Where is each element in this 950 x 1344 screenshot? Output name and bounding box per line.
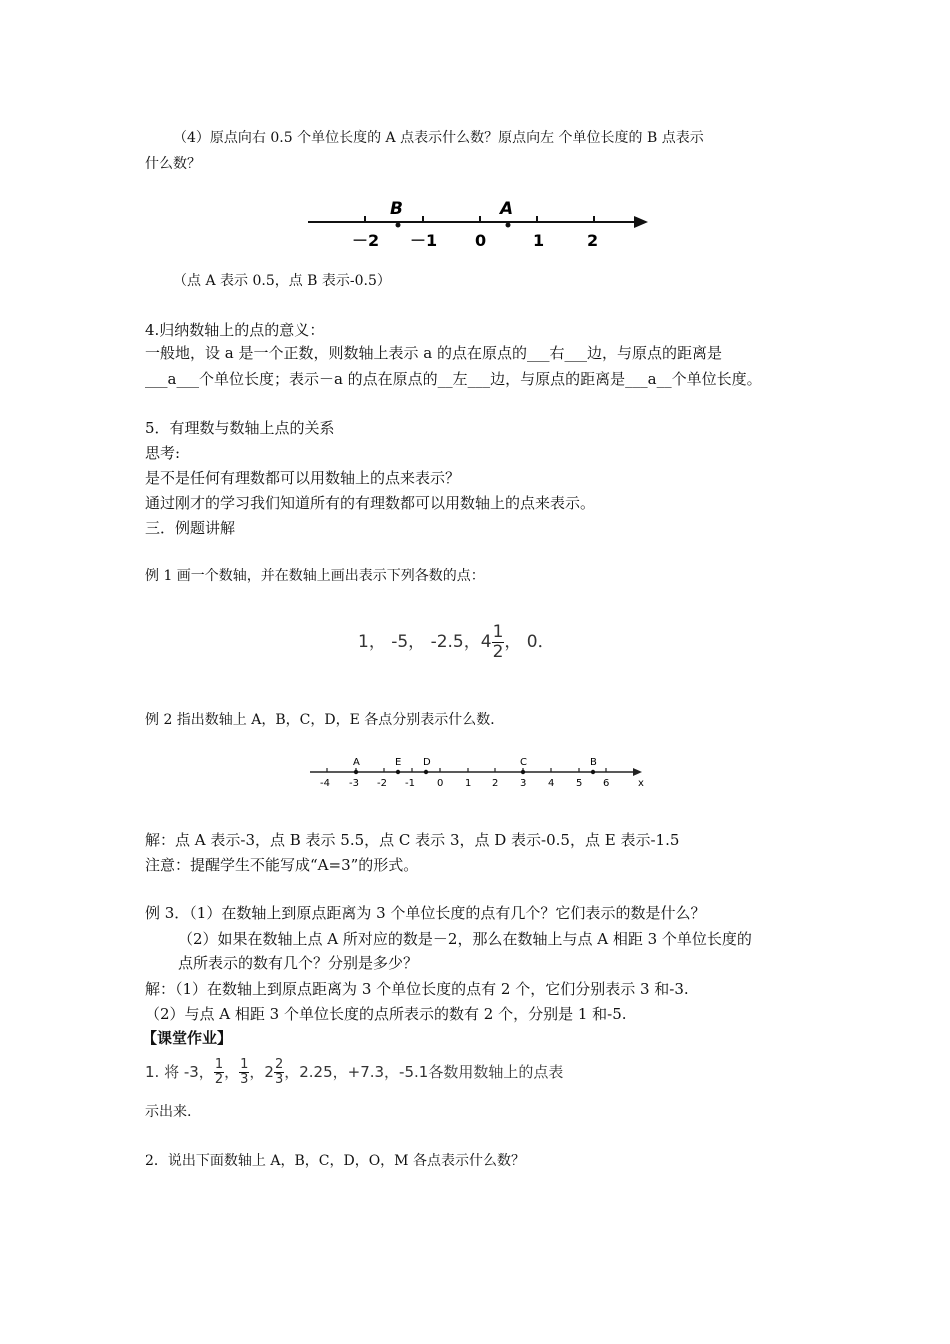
tick-label: -1 <box>405 778 415 789</box>
label-a: A <box>353 757 360 768</box>
tick-label: -3 <box>349 778 359 789</box>
ex2-solution: 解：点 A 表示-3，点 B 表示 5.5，点 C 表示 3，点 D 表示-0.5，点 E 表示-1.5 <box>145 831 680 849</box>
point-a <box>506 223 511 228</box>
arrow-icon <box>633 768 642 776</box>
tick-label: 1 <box>533 231 545 250</box>
label-c: C <box>520 757 527 768</box>
s4-line1: 一般地，设 a 是一个正数，则数轴上表示 a 的点在原点的___右___边，与原点的距离是 <box>145 344 722 362</box>
label-b: B <box>590 757 597 768</box>
ex3-q2b: 点所表示的数有几个？分别是多少？ <box>178 954 419 972</box>
axis-label-x: x <box>638 778 644 789</box>
number-line-2 <box>305 755 655 795</box>
ex3-sol2: （2）与点 A 相距 3 个单位长度的点所表示的数有 2 个，分别是 1 和-5. <box>145 1005 627 1023</box>
s5-title: 5．有理数与数轴上点的关系 <box>145 419 335 437</box>
point-b <box>591 770 595 774</box>
ex1-numbers <box>358 622 555 662</box>
hw1-frac-1: $\frac{1}{2}$ <box>214 1056 224 1087</box>
tick-label: 2 <box>587 231 599 250</box>
label-b: B <box>390 199 403 219</box>
hw1-continuation: 示出来. <box>145 1104 192 1120</box>
tick-label: －2 <box>352 231 380 250</box>
tick-label: 5 <box>576 778 583 789</box>
tick-label: 6 <box>603 778 610 789</box>
q4-answer: （点 A 表示 0.5，点 B 表示-0.5） <box>173 273 391 289</box>
hw2-text: 2．说出下面数轴上 A，B，C，D，O，M 各点表示什么数？ <box>145 1153 525 1169</box>
s5-answer: 通过刚才的学习我们知道所有的有理数都可以用数轴上的点来表示。 <box>145 494 596 512</box>
ex3-q1: 例 3．（1）在数轴上到原点距离为 3 个单位长度的点有几个？它们表示的数是什么？ <box>145 904 706 922</box>
ex2-note: 注意：提醒学生不能写成“A=3”的形式。 <box>145 856 419 874</box>
hw1-frac-3: $\frac{2}{3}$ <box>274 1056 284 1087</box>
s4-title: 4.归纳数轴上的点的意义： <box>145 321 325 339</box>
arrow-icon <box>634 216 648 228</box>
number-line-1 <box>300 190 660 255</box>
tick-label: 2 <box>492 778 499 789</box>
point-a <box>354 770 358 774</box>
hw1-line: 1. 将 -3， $\frac{1}{2}$ ， $\frac{1}{3}$ ，2 $\frac{2}{3}$ ，2.25，+7.3，-5.1各数用数轴上的点表 <box>145 1056 564 1087</box>
tick-label: -4 <box>320 778 330 789</box>
ex1-nums-part2: ， 0． <box>504 632 555 652</box>
tick-label: －1 <box>410 231 438 250</box>
point-c <box>521 770 525 774</box>
label-a: A <box>500 199 514 219</box>
ex1-text: 例 1 画一个数轴，并在数轴上画出表示下列各数的点： <box>145 568 485 584</box>
label-e: E <box>395 757 402 768</box>
s4-line2: ___a___个单位长度；表示－a 的点在原点的__左___边，与原点的距离是___a__个单位长度。 <box>145 370 762 388</box>
s5-think: 思考: <box>145 444 181 462</box>
tick-label: 3 <box>520 778 527 789</box>
s3-title: 三．例题讲解 <box>145 519 236 537</box>
point-d <box>424 770 428 774</box>
tick-label: 1 <box>465 778 472 789</box>
homework-title: 【课堂作业】 <box>142 1029 233 1047</box>
ex1-fraction: $\frac{1}{2}$ <box>492 621 504 662</box>
tick-label: 0 <box>475 231 487 250</box>
ex3-q2a: （2）如果在数轴上点 A 所对应的数是－2，那么在数轴上与点 A 相距 3 个单位长度的 <box>178 930 752 948</box>
point-e <box>396 770 400 774</box>
point-b <box>396 223 401 228</box>
tick-label: 0 <box>437 778 444 789</box>
ex3-sol1: 解：（1）在数轴上到原点距离为 3 个单位长度的点有 2 个，它们分别表示 3 和-3. <box>145 980 689 998</box>
hw1-frac-2: $\frac{1}{3}$ <box>240 1056 249 1087</box>
q4-line2: 什么数？ <box>145 156 201 172</box>
tick-label: -2 <box>377 778 387 789</box>
ex2-text: 例 2 指出数轴上 A，B，C，D，E 各点分别表示什么数． <box>145 712 505 728</box>
tick-label: 4 <box>548 778 555 789</box>
ex1-nums-part1: 1， -5， -2.5，4 <box>358 632 492 652</box>
q4-line1: （4）原点向右 0.5 个单位长度的 A 点表示什么数？原点向左 个单位长度的 B 点表示 <box>173 130 704 146</box>
s5-question: 是不是任何有理数都可以用数轴上的点来表示？ <box>145 469 461 487</box>
label-d: D <box>423 757 431 768</box>
